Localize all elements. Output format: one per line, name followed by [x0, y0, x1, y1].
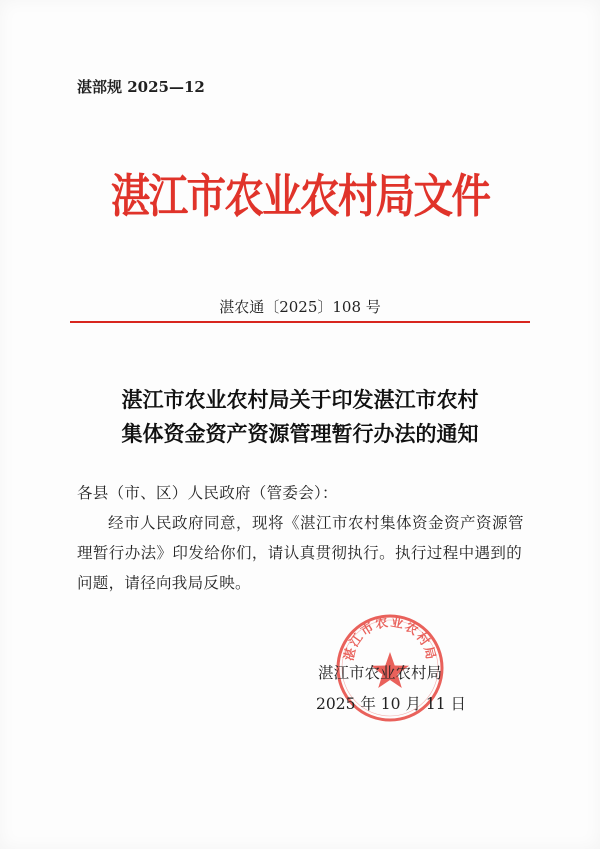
signature-date: 2025 年 10 月 11 日: [316, 695, 467, 713]
document-title: [0, 383, 600, 451]
seal-text: 湛江市农业农村局: [340, 614, 440, 663]
document-header: 湛江市农业农村局文件: [110, 169, 490, 223]
body-line-3: 问题，请径向我局反映。: [77, 574, 251, 592]
signature-organization: 湛江市农业农村局: [318, 664, 443, 682]
body-line-2: 理暂行办法》印发给你们，请认真贯彻执行。执行过程中遇到的: [77, 544, 523, 562]
body-line-1: 经市人民政府同意，现将《湛江市农村集体资金资产资源管: [108, 514, 525, 532]
document-title-line-2: 集体资金资产资源管理暂行办法的通知: [121, 421, 479, 446]
document-number: 湛农通〔2025〕108 号: [219, 298, 381, 316]
document-title-line-1: 湛江市农业农村局关于印发湛江市农村: [121, 387, 479, 412]
recipient-line: 各县（市、区）人民政府（管委会）：: [77, 484, 338, 502]
document-code: 湛部规 2025—12: [77, 78, 205, 96]
header-red-rule: [70, 321, 530, 323]
